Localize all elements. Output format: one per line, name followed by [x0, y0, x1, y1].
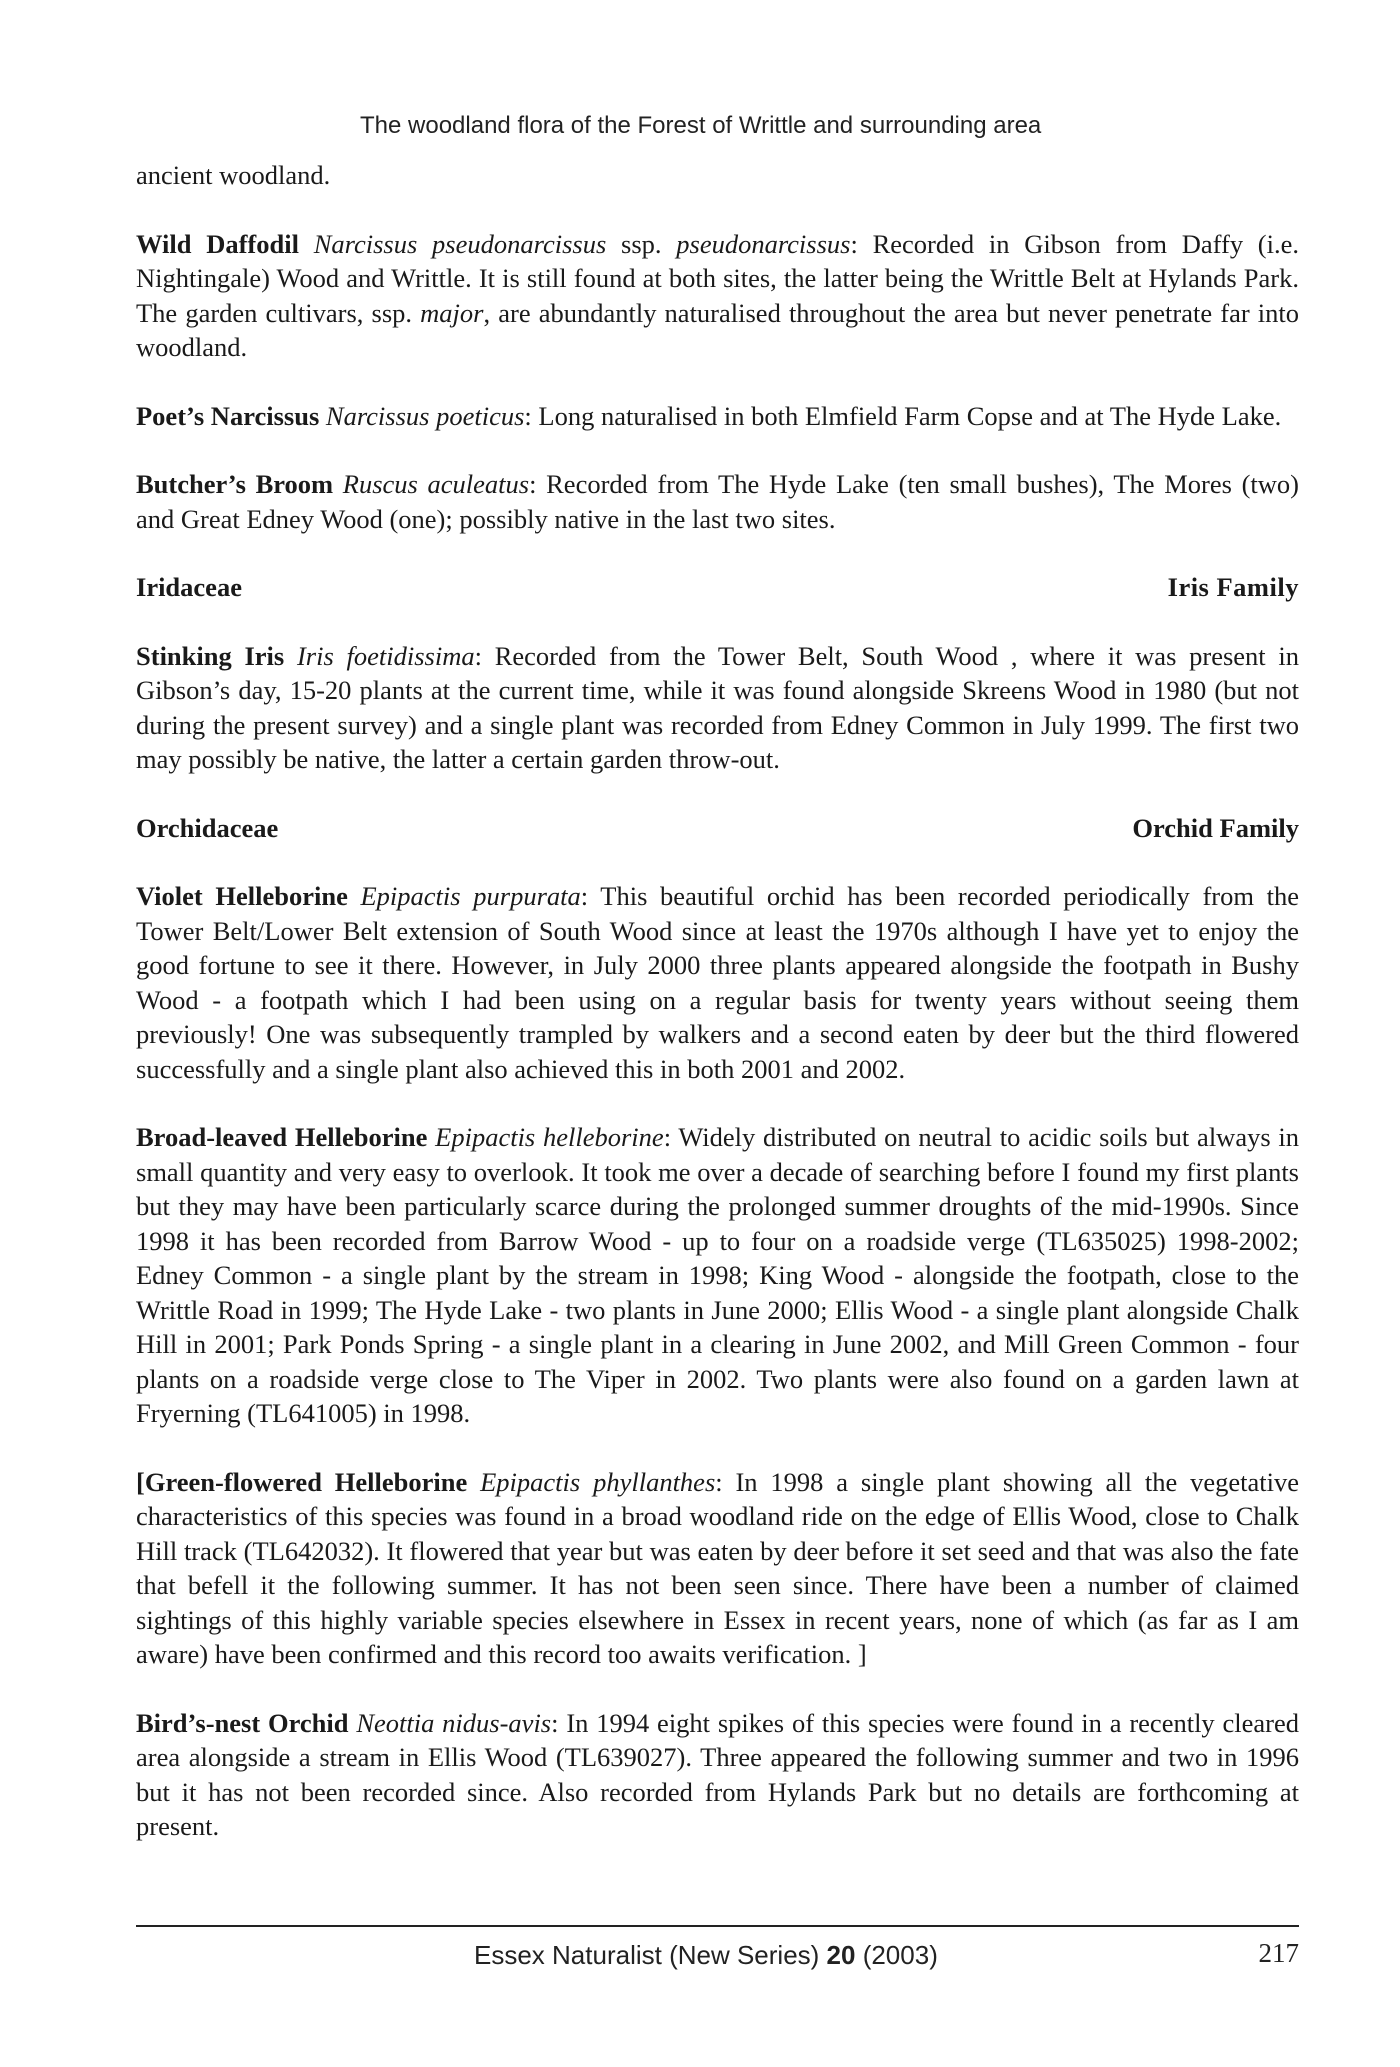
species-latin-name: Ruscus aculeatus — [342, 469, 530, 499]
family-latin-name: Orchidaceae — [136, 812, 279, 843]
species-common-name: Butcher’s Broom — [136, 469, 334, 499]
species-entry-birds-nest-orchid — [136, 1706, 1299, 1844]
species-common-name: Stinking Iris — [136, 640, 285, 671]
species-latin-subspecies: pseudonarcissus — [676, 228, 851, 259]
family-latin-name: Iridaceae — [136, 572, 242, 602]
species-entry-bracket: [ — [136, 1466, 145, 1497]
intro-fragment: ancient woodland. — [136, 160, 331, 190]
page-body — [136, 158, 1299, 1878]
species-entry-poets-narcissus — [136, 399, 1299, 434]
species-description: : Long naturalised in both Elmfield Farm Copse and at The Hyde Lake. — [524, 400, 1282, 431]
footer-journal-citation — [474, 1940, 938, 1971]
journal-name: Essex Naturalist (New Series) — [474, 1940, 827, 1970]
species-description-continued: , are abundantly naturalised throughout the area but never penetrate far into woodland. — [136, 297, 1299, 362]
species-common-name: Wild Daffodil — [136, 228, 299, 259]
species-description: : In 1994 eight spikes of this species were found in a recently cleared area alongside a stream in Ellis Wood (TL639027). Three appeared the following summer and two in 1996 but it has not been recorded since. Also recorded from Hylands Park but no details are forthcoming at present. — [136, 1707, 1299, 1841]
species-latin-name: Narcissus pseudonarcissus — [313, 228, 607, 259]
species-latin-rank: ssp. — [606, 228, 677, 259]
family-heading-orchidaceae — [136, 811, 1299, 846]
species-description: : In 1998 a single plant showing all the vegetative characteristics of this species was found in a broad woodland ride on the edge of Ellis Wood, close to Chalk Hill track (TL642032). It flowered that year but was eaten by deer before it set seed and that was also the fate that befell it the following summer. It has not been seen since. There have been a number of claimed sightings of this highly variable species elsewhere in Essex in recent years, none of which (as far as I am aware) have been confirmed and this record too awaits verification. ] — [136, 1466, 1300, 1669]
species-latin-name: Iris foetidissima — [296, 640, 475, 671]
species-latin-name: Epipactis purpurata — [360, 881, 581, 911]
running-header: The woodland flora of the Forest of Writtle and surrounding area — [360, 112, 1042, 139]
species-description: : This beautiful orchid has been recorded periodically from the Tower Belt/Lower Belt extension of South Wood since at least the 1970s although I have yet to enjoy the good fortune to see it there. However, in July 2000 three plants appeared alongside the footpath in Bushy Wood - a footpath which I had been using on a regular basis for twenty years without seeing them previously! One was subsequently trampled by walkers and a second eaten by deer but the third flowered successfully and a single plant also achieved this in both 2001 and 2002. — [136, 881, 1299, 1084]
species-common-name: Violet Helleborine — [136, 881, 348, 911]
species-description: : Recorded from the Tower Belt, South Wood , where it was present in Gibson’s day, 15-20 plants at the current time, while it was found alongside Skreens Wood in 1980 (but not during the present survey) and a single plant was recorded from Edney Common in July 1999. The first two may possibly be native, the latter a certain garden throw-out. — [136, 640, 1299, 774]
species-description: : Widely distributed on neutral to acidic soils but always in small quantity and very easy to overlook. It took me over a decade of searching before I found my first plants but they may have been particularly scarce during the prolonged summer droughts of the mid-1990s. Since 1998 it has been recorded from Barrow Wood - up to four on a roadside verge (TL635025) 1998-2002; Edney Common - a single plant by the stream in 1998; King Wood - alongside the footpath, close to the Writtle Road in 1999; The Hyde Lake - two plants in June 2000; Ellis Wood - a single plant alongside Chalk Hill in 2001; Park Ponds Spring - a single plant in a clearing in June 2002, and Mill Green Common - four plants on a roadside verge close to The Viper in 2002. Two plants were also found on a garden lawn at Fryerning (TL641005) in 1998. — [136, 1122, 1300, 1428]
species-entry-butchers-broom — [136, 467, 1299, 536]
species-common-name: Poet’s Narcissus — [136, 400, 320, 431]
species-cultivar-name: major — [420, 297, 484, 328]
species-common-name: Bird’s-nest Orchid — [136, 1707, 349, 1738]
species-latin-name: Narcissus poeticus — [325, 400, 525, 431]
journal-volume: 20 — [826, 1940, 856, 1970]
species-entry-green-flowered-helleborine — [136, 1465, 1299, 1672]
species-entry-wild-daffodil — [136, 227, 1299, 365]
species-entry-broad-leaved-helleborine — [136, 1120, 1299, 1431]
journal-year: (2003) — [855, 1940, 938, 1970]
species-latin-name: Epipactis helleborine — [435, 1122, 664, 1152]
species-entry-stinking-iris — [136, 639, 1299, 777]
species-description: : Recorded from The Hyde Lake (ten small bushes), The Mores (two) and Great Edney Wood (one); possibly native in the last two sites. — [136, 469, 1299, 534]
family-common-name: Orchid Family — [1132, 812, 1299, 843]
species-common-name: Broad-leaved Helleborine — [136, 1122, 428, 1152]
family-heading-iridaceae — [136, 570, 1299, 605]
species-description: : Recorded in Gibson from Daffy (i.e. Nightingale) Wood and Writtle. It is still found at both sites, the latter being the Writtle Belt at Hylands Park. The garden cultivars, ssp. — [136, 228, 1300, 328]
family-common-name: Iris Family — [1167, 572, 1299, 602]
species-latin-name: Epipactis phyllanthes — [480, 1466, 716, 1497]
footer-rule — [136, 1925, 1299, 1927]
species-entry-violet-helleborine — [136, 879, 1299, 1086]
page-number: 217 — [1258, 1938, 1299, 1968]
species-latin-name: Neottia nidus-avis — [356, 1707, 552, 1738]
species-common-name: Green-flowered Helleborine — [144, 1466, 468, 1497]
